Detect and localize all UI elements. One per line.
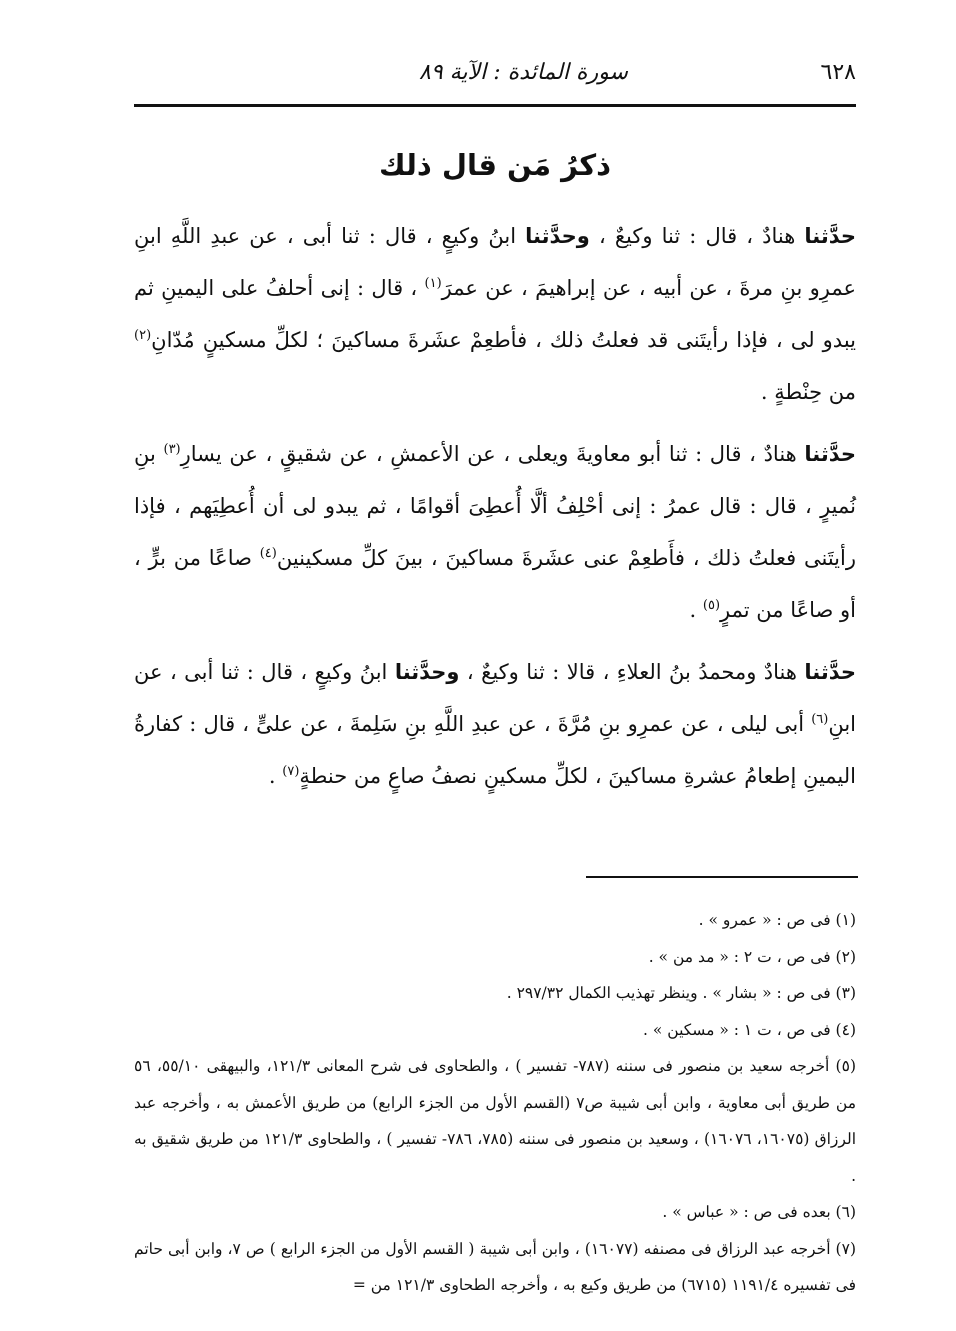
paragraph-2 [134,428,856,636]
narration-lead: حدَّثنا [804,224,856,248]
footnote-1: (١) فى ص : « عمرو » . [698,911,856,929]
paragraph-text: ابنُ وكيعٍ ، قال : ثنا أبى ، عن ابنِ [134,660,856,736]
paragraph-text: صاعًا من برٍّ ، أو صاعًا من تمرٍ [134,546,856,622]
paragraph-text: هنادٌ ، قال : ثنا أبو معاويةَ ويعلى ، عن الأعمشِ ، عن شقيقٍ ، عن يسارِ [180,442,805,466]
narration-lead: وحدَّثنا [394,660,460,684]
narration-lead: وحدَّثنا [525,224,590,248]
footnote-2: (٢) فى ص ، ت ٢ : « مد من » . [648,947,856,966]
footnote-marker[interactable]: (٧) [282,764,300,779]
running-title: سورة المائدة : الآية ٨٩ [419,60,628,85]
paragraph-3 [134,646,856,802]
footnotes [134,902,856,1304]
footnote-marker[interactable]: (٢) [134,328,152,343]
footnote-3: (٣) فى ص : « بشار » . وينظر تهذيب الكمال ٢٩٧/٣٢ . [506,984,856,1002]
footnote-marker[interactable]: (٥) [702,598,721,613]
paragraph-text: هنادٌ ومحمدُ بنُ العلاءِ ، قالا : ثنا وكيعٌ ، [459,660,805,684]
footnote-marker[interactable]: (١) [424,276,442,291]
footnote-marker[interactable]: (٦) [811,712,829,727]
paragraph-text: ، قال : إنى أحلفُ على اليمينِ ثم يبدو لى ، فإذا رأيتَنى قد فعلتُ ذلك ، فأطعِمْ عشَرةَ مساكينَ ؛ لكلِّ مسكينٍ مُدّانِ [134,276,856,352]
footnote-7: (٧) أخرجه عبد الرزاق فى مصنفه (١٦٠٧٧) ، وابن أبى شيبة ( القسم الأول من الجزء الرابع ) ص ٧، وابن أبى حاتم فى تفسيره ١١٩١/٤ (٦٧١٥) من طريق وكيع به ، وأخرجه الطحاوى ١٢١/٣ من = [134,1239,856,1294]
footnote-6: (٦) بعده فى ص : « عباس » . [662,1203,856,1221]
main-text [134,210,856,812]
paragraph-text: أبى ليلى ، عن عمرِو بنِ مُرَّةَ ، عن عبدِ اللَّهِ بنِ سَلِمةَ ، عن علىٍّ ، قال : كفارةُ اليمينِ إطعامُ عشرةِ مساكينَ ، لكلِّ مسكينٍ نصفُ صاعٍ من حنطةٍ [134,712,856,788]
footnote-5: (٥) أخرجه سعيد بن منصور فى سننه (٧٨٧- تفسير ) ، والطحاوى فى شرح المعانى ١٢١/٣، والبيهقى ٥٥/١٠، ٥٦ من طريق أبى معاوية ، وابن أبى شيبة ص٧ (القسم الأول من الجزء الرابع) من طريق الأعمش به ، وأخرجه عبد الرزاق (١٦٠٧٥، ١٦٠٧٦) ، وسعيد بن منصور فى سننه (٧٨٥، ٧٨٦- تفسير ) ، والطحاوى ١٢١/٣ من طريق شقيق به . [134,1057,857,1185]
narration-lead: حدَّثنا [804,660,857,684]
paragraph-text: هنادٌ ، قال : ثنا وكيعٌ ، [589,224,805,248]
footnote-marker[interactable]: (٤) [259,546,277,561]
footnote-separator [586,876,858,878]
paragraph-text: ابنُ وكيعٍ ، قال : ثنا أبى ، عن عبدِ اللَّهِ ابنِ عمرِو بنِ مرةَ ، عن أبيه ، عن إبراهيمَ ، عن عمرَ [134,224,856,300]
paragraph-text: . [268,764,283,788]
paragraph-text: . [689,598,703,622]
paragraph-1 [134,210,856,418]
paragraph-text: بنِ نُميرٍ ، قال : قال عمرُ : إنى أحْلِفُ ألَّا أُعطِىَ أقوامًا ، ثم يبدو لى أن أُعطِيَهم ، فإذا رأيتَنى فعلتُ ذلك ، فأَطعِمْ عنى عشَرةَ مساكينَ ، بينَ كلِّ مسكينين [134,442,856,570]
section-heading: ذكرُ مَن قال ذلك [379,148,611,182]
header-rule [134,104,856,107]
page-number: ٦٢٨ [820,60,856,85]
narration-lead: حدَّثنا [804,442,856,466]
footnote-marker[interactable]: (٣) [163,442,181,457]
page-header [134,56,856,96]
footnote-4: (٤) فى ص ، ت ١ : « مسكين » . [643,1020,856,1039]
paragraph-text: من حِنْطةٍ . [760,380,856,404]
